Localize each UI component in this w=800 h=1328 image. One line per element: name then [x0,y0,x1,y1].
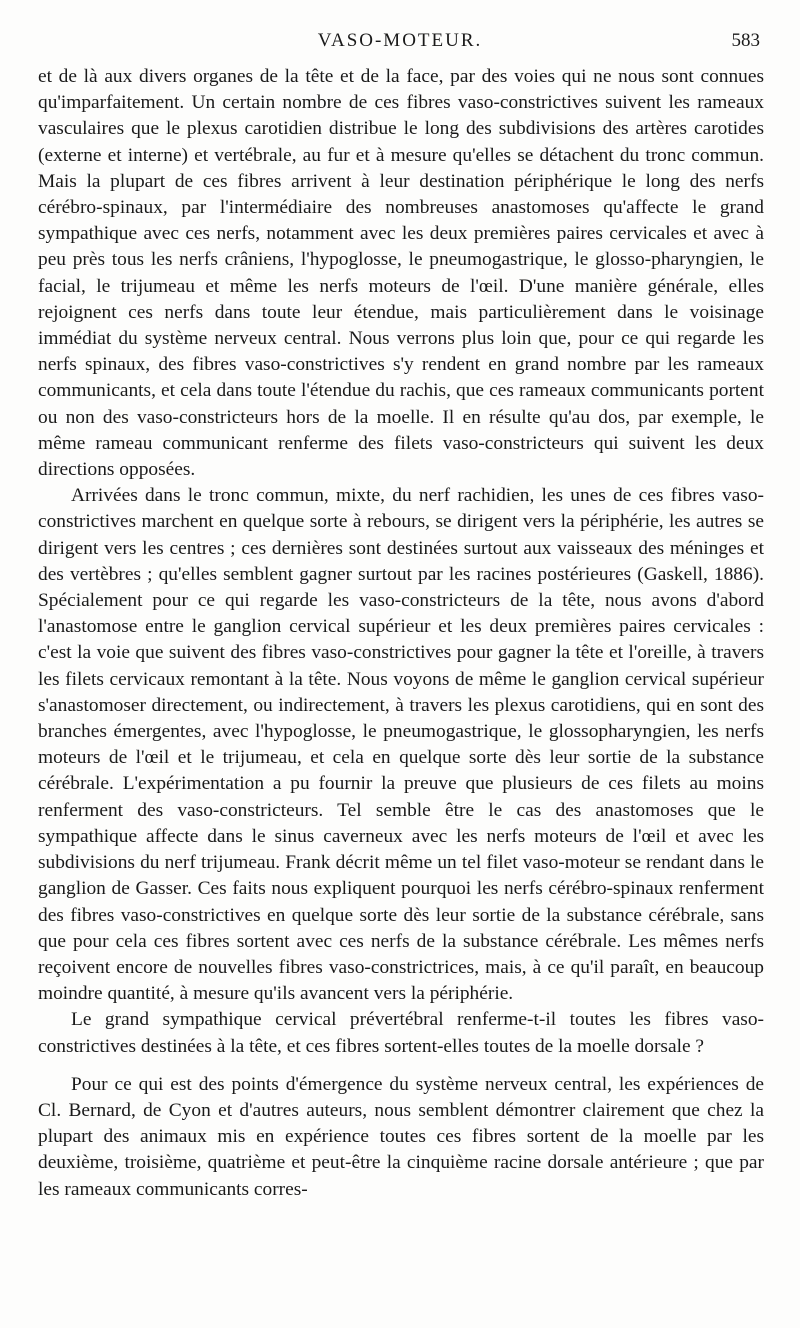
paragraph: Arrivées dans le tronc commun, mixte, du nerf rachidien, les unes de ces fibres vaso-constrictives marchent en quelque sorte à rebours, se dirigent vers la périphérie, les autres se dirigent vers les centres ; ces dernières sont destinées surtout aux vaisseaux des méninges et des vertèbres ; qu'elles semblent gagner surtout par les racines postérieures (Gaskell, 1886). Spécialement pour ce qui regarde les vaso-constricteurs de la tête, nous avons d'abord l'anastomose entre le ganglion cervical supérieur et les deux premières paires cervicales : c'est la voie que suivent des fibres vaso-constrictives pour gagner la tête et l'oreille, à travers les filets cervicaux remontant à la tête. Nous voyons de même le ganglion cervical supérieur s'anastomoser directement, ou indirectement, à travers les plexus carotidiens, qui en sont des branches émergentes, avec l'hypoglosse, le pneumogastrique, le glossopharyngien, les nerfs moteurs de l'œil et le trijumeau, et cela en quelque sorte dès leur sortie de la substance cérébrale. L'expérimentation a pu fournir la preuve que plusieurs de ces filets au moins renferment des vaso-constricteurs. Tel semble être le cas des anastomoses que le sympathique affecte dans le sinus caverneux avec les nerfs moteurs de l'œil et avec les subdivisions du nerf trijumeau. Frank décrit même un tel filet vaso-moteur se rendant dans le ganglion de Gasser. Ces faits nous expliquent pourquoi les nerfs cérébro-spinaux renferment des fibres vaso-constrictives en quelque sorte dès leur sortie de la substance cérébrale, sans que pour cela ces fibres sortent avec ces nerfs de la substance cérébrale. Les mêmes nerfs reçoivent encore de nouvelles fibres vaso-constrictrices, mais, à ce qu'il paraît, en beaucoup moindre quantité, à mesure qu'ils avancent vers la périphérie. [38,485,764,1005]
paragraph: Pour ce qui est des points d'émergence du système nerveux central, les expériences de Cl. Bernard, de Cyon et d'autres auteurs, nous semblent démontrer clairement que chez la plupart des animaux mis en expérience toutes ces fibres sortent de la moelle par les deuxième, troisième, quatrième et peut-être la cinquième racine dorsale antérieure ; que par les rameaux communicants corres- [38,1073,764,1200]
paragraph: Le grand sympathique cervical prévertébral renferme-t-il toutes les fibres vaso-constrictives destinées à la tête, et ces fibres sortent-elles toutes de la moelle dorsale ? [38,1009,764,1057]
page-number: 583 [731,30,760,51]
body-text [38,64,764,1203]
running-title: VASO-MOTEUR. [317,30,483,51]
paragraph-continuation: et de là aux divers organes de la tête et de la face, par des voies qui ne nous sont connues qu'imparfaitement. Un certain nombre de ces fibres vaso-constrictives suivent les rameaux vasculaires que le plexus carotidien distribue le long des subdivisions des artères carotides (externe et interne) et vertébrale, au fur et à mesure qu'elles se détachent du tronc commun. Mais la plupart de ces fibres arrivent à leur destination périphérique le long des nerfs cérébro-spinaux, par l'intermédiaire des nombreuses anastomoses qu'affecte le grand sympathique avec ces nerfs, notamment avec les deux premières paires cervicales et avec à peu près tous les nerfs crâniens, l'hypoglosse, le pneumogastrique, le glosso-pharyngien, le facial, le trijumeau et même les nerfs moteurs de l'œil. D'une manière générale, elles rejoignent ces nerfs dans toute leur étendue, mais particulièrement dans le voisinage immédiat du système nerveux central. Nous verrons plus loin que, pour ce qui regarde les nerfs spinaux, des fibres vaso-constrictives s'y rendent en grand nombre par les rameaux communicants, et cela dans toute l'étendue du rachis, que ces rameaux communicants portent ou non des vaso-constricteurs hors de la moelle. Il en résulte qu'au dos, par exemple, le même rameau communicant renferme des filets vaso-constricteurs qui suivent les deux directions opposées. [38,66,764,481]
running-head [30,30,770,60]
